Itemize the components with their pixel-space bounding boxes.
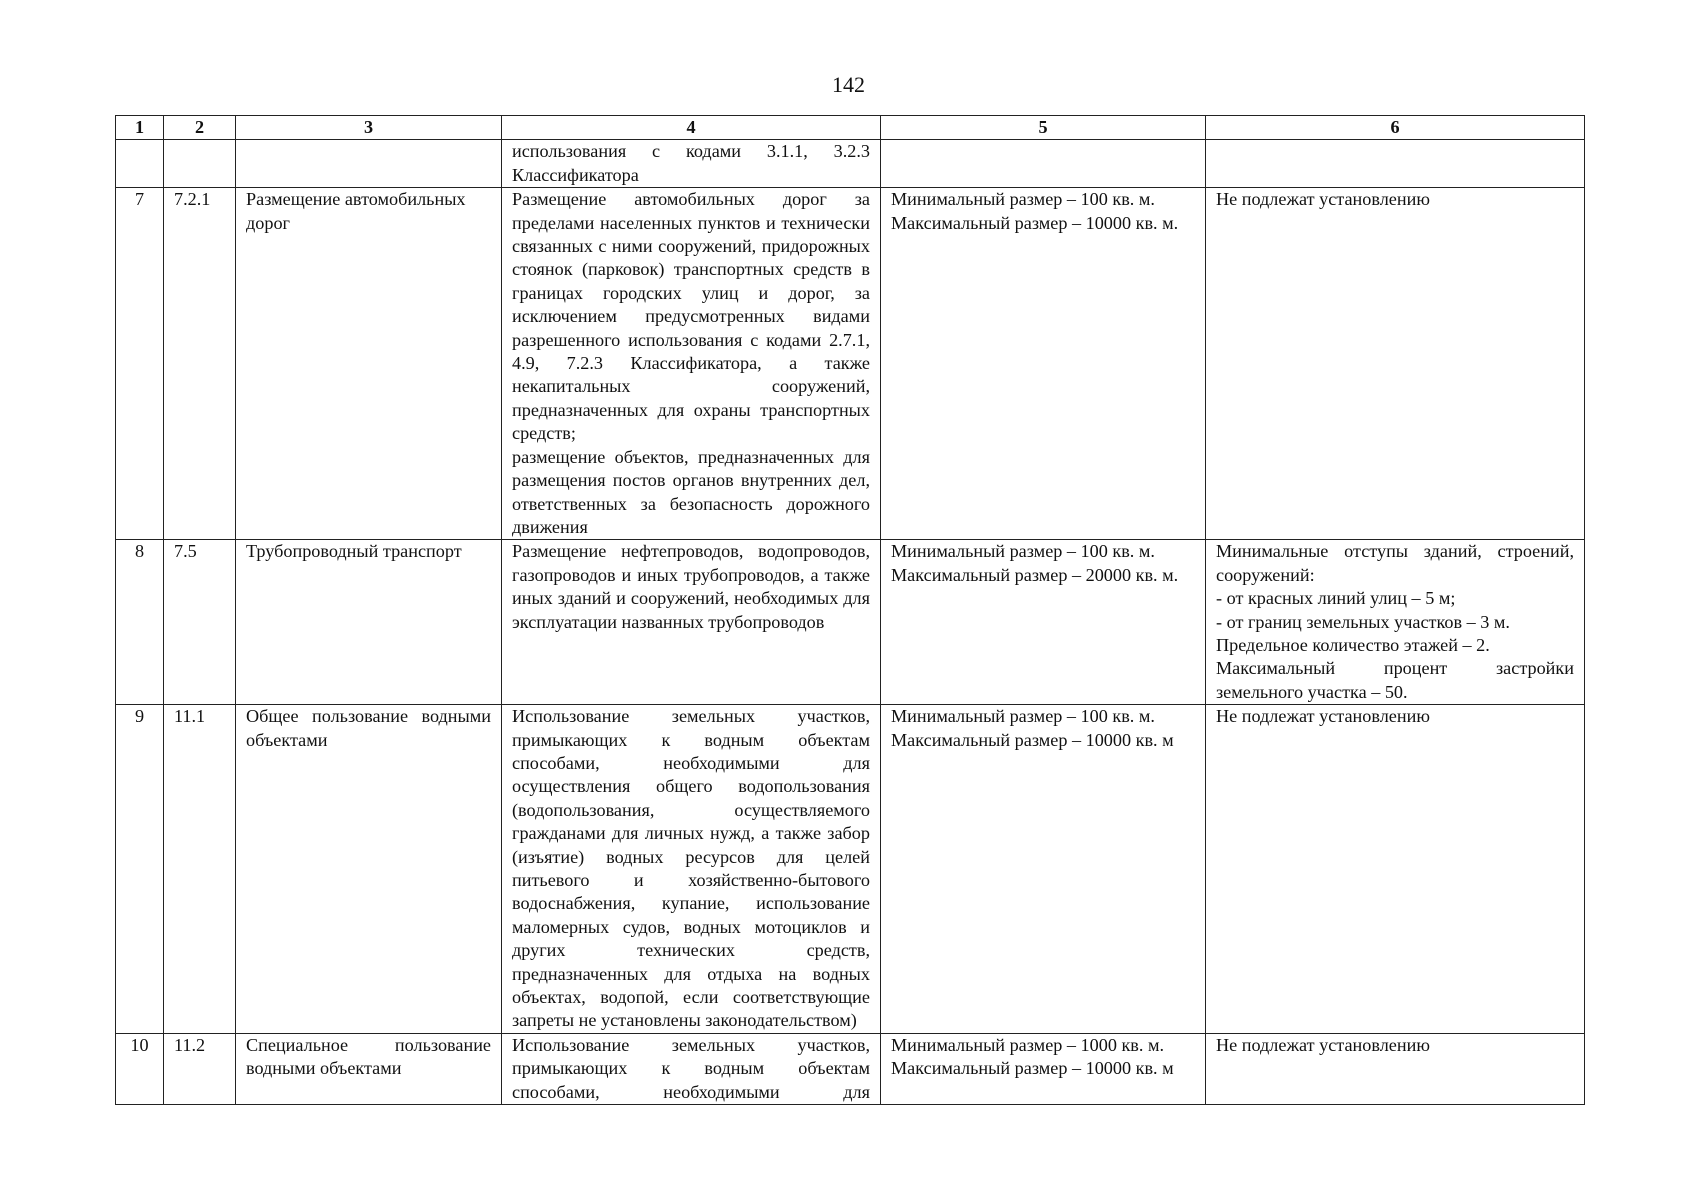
- column-header: 1: [116, 116, 164, 140]
- table-row: [116, 1033, 1585, 1104]
- row-number: 7: [116, 188, 164, 540]
- classifier-code: 7.2.1: [164, 188, 236, 540]
- column-header: 2: [164, 116, 236, 140]
- row-number: 8: [116, 540, 164, 705]
- table-row: [116, 705, 1585, 1034]
- column-header: 3: [236, 116, 502, 140]
- params-line: Не подлежат установлению: [1216, 1034, 1430, 1055]
- column-header: 5: [881, 116, 1206, 140]
- table-row: [116, 540, 1585, 705]
- description-paragraph: Использование земельных участков, примыкающих к водным объектам способами, необходимыми для осуществления общего водопользования (водопользования, осуществляемого гражданами для личных нужд, а также забор (изъятие) водных ресурсов для целей питьевого и хозяйственно-бытового водоснабжения, купание, использование маломерных судов, водных мотоциклов и других технических средств, предназначенных для отдыха на водных объектах, водопой, если соответствующие запреты не установлены законодательством): [512, 706, 870, 1031]
- params-cell: [1206, 705, 1585, 1034]
- table-cell: [236, 140, 502, 188]
- size-min: Минимальный размер – 1000 кв. м.: [891, 1034, 1165, 1055]
- size-max: Максимальный размер – 10000 кв. м.: [891, 212, 1179, 233]
- row-number: 10: [116, 1033, 164, 1104]
- size-max: Максимальный размер – 20000 кв. м.: [891, 564, 1179, 585]
- params-line: Предельное количество этажей – 2.: [1216, 634, 1490, 655]
- params-line: Минимальные отступы зданий, строений, сооружений:: [1216, 541, 1574, 585]
- description-text: использования с кодами 3.1.1, 3.2.3 Классификатора: [512, 141, 870, 185]
- description-paragraph: размещение объектов, предназначенных для размещения постов органов внутренних дел, ответственных за безопасность дорожного движения: [512, 446, 870, 537]
- description-paragraph: Размещение нефтепроводов, водопроводов, газопроводов и иных трубопроводов, а также иных зданий и сооружений, необходимых для эксплуатации названных трубопроводов: [512, 541, 870, 632]
- description-cell: [502, 705, 881, 1034]
- size-cell: [881, 188, 1206, 540]
- size-cell: [881, 540, 1206, 705]
- column-header: 4: [502, 116, 881, 140]
- size-max: Максимальный размер – 10000 кв. м: [891, 729, 1174, 750]
- params-line: Не подлежат установлению: [1216, 706, 1430, 727]
- description-paragraph: Использование земельных участков, примыкающих к водным объектам способами, необходимыми для: [512, 1034, 870, 1102]
- row-number: 9: [116, 705, 164, 1034]
- table-cell: [116, 140, 164, 188]
- size-max: Максимальный размер – 10000 кв. м: [891, 1058, 1174, 1079]
- classifier-code: 11.2: [164, 1033, 236, 1104]
- size-min: Минимальный размер – 100 кв. м.: [891, 541, 1155, 562]
- params-line: - от красных линий улиц – 5 м;: [1216, 588, 1456, 609]
- description-cell: [502, 540, 881, 705]
- size-min: Минимальный размер – 100 кв. м.: [891, 706, 1155, 727]
- table-cell: [881, 140, 1206, 188]
- table-row-continuation: [116, 140, 1585, 188]
- table-cell: [164, 140, 236, 188]
- size-cell: [881, 705, 1206, 1034]
- size-cell: [881, 1033, 1206, 1104]
- description-cell: [502, 140, 881, 188]
- classifier-code: 11.1: [164, 705, 236, 1034]
- table-cell: [1206, 140, 1585, 188]
- use-name: Специальное пользование водными объектами: [236, 1033, 502, 1104]
- params-line: - от границ земельных участков – 3 м.: [1216, 611, 1510, 632]
- description-paragraph: Размещение автомобильных дорог за пределами населенных пунктов и технически связанных с ними сооружений, придорожных стоянок (парковок) транспортных средств в границах городских улиц и дорог, за исключением предусмотренных видами разрешенного использования с кодами 2.7.1, 4.9, 7.2.3 Классификатора, а также некапитальных сооружений, предназначенных для охраны транспортных средств;: [512, 189, 870, 444]
- use-name: Размещение автомобильных дорог: [236, 188, 502, 540]
- column-header: 6: [1206, 116, 1585, 140]
- description-cell: [502, 188, 881, 540]
- land-use-table: [115, 115, 1585, 1105]
- classifier-code: 7.5: [164, 540, 236, 705]
- use-name: Трубопроводный транспорт: [236, 540, 502, 705]
- size-min: Минимальный размер – 100 кв. м.: [891, 189, 1155, 210]
- page-number: 142: [832, 72, 865, 97]
- params-cell: [1206, 540, 1585, 705]
- params-line: Максимальный процент застройки земельного участка – 50.: [1216, 658, 1574, 702]
- use-name: Общее пользование водными объектами: [236, 705, 502, 1034]
- params-line: Не подлежат установлению: [1216, 189, 1430, 210]
- description-cell: [502, 1033, 881, 1104]
- header-row: [116, 116, 1585, 140]
- params-cell: [1206, 188, 1585, 540]
- params-cell: [1206, 1033, 1585, 1104]
- table-row: [116, 188, 1585, 540]
